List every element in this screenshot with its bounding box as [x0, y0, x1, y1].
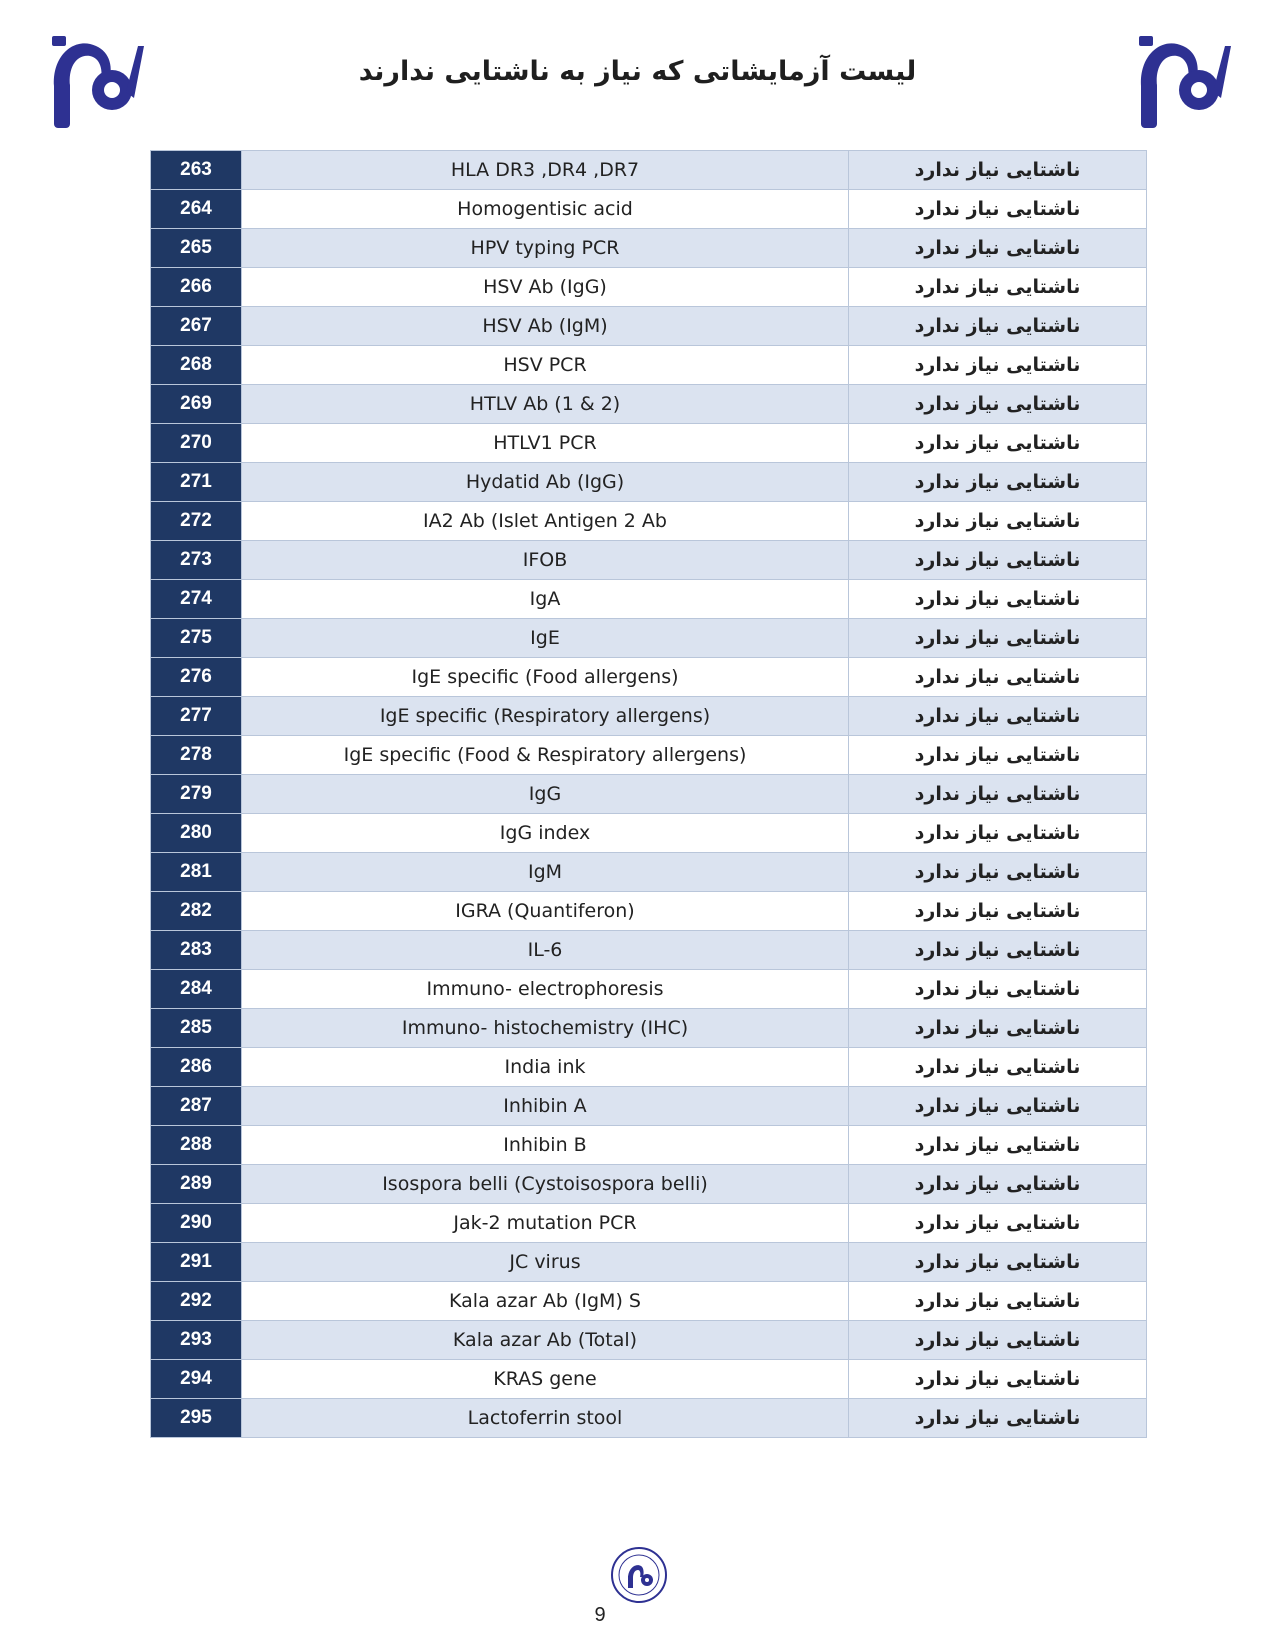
fasting-note: ناشتایی نیاز ندارد: [849, 346, 1147, 385]
fasting-note: ناشتایی نیاز ندارد: [849, 814, 1147, 853]
fasting-note: ناشتایی نیاز ندارد: [849, 1165, 1147, 1204]
fasting-note: ناشتایی نیاز ندارد: [849, 1360, 1147, 1399]
test-name: HTLV Ab (1 & 2): [242, 385, 849, 424]
page-title: لیست آزمایشاتی که نیاز به ناشتایی ندارند: [358, 56, 917, 87]
row-number: 270: [151, 424, 242, 463]
fasting-note: ناشتایی نیاز ندارد: [849, 268, 1147, 307]
test-name: IgE specific (Food allergens): [242, 658, 849, 697]
test-name: Isospora belli (Cystoisospora belli): [242, 1165, 849, 1204]
page-number: 9: [594, 1604, 606, 1626]
row-number: 295: [151, 1399, 242, 1438]
fasting-note: ناشتایی نیاز ندارد: [849, 736, 1147, 775]
fasting-note: ناشتایی نیاز ندارد: [849, 229, 1147, 268]
row-number: 290: [151, 1204, 242, 1243]
table-row: [151, 970, 1147, 1009]
test-name: HLA DR3 ,DR4 ,DR7: [242, 151, 849, 190]
fasting-note: ناشتایی نیاز ندارد: [849, 1126, 1147, 1165]
table-row: [151, 190, 1147, 229]
fasting-note: ناشتایی نیاز ندارد: [849, 463, 1147, 502]
test-name: IgE specific (Respiratory allergens): [242, 697, 849, 736]
fasting-note: ناشتایی نیاز ندارد: [849, 151, 1147, 190]
fasting-note: ناشتایی نیاز ندارد: [849, 307, 1147, 346]
row-number: 293: [151, 1321, 242, 1360]
test-name: IgE: [242, 619, 849, 658]
row-number: 273: [151, 541, 242, 580]
row-number: 279: [151, 775, 242, 814]
test-name: IgG index: [242, 814, 849, 853]
test-name: Kala azar Ab (Total): [242, 1321, 849, 1360]
row-number: 277: [151, 697, 242, 736]
table-row: [151, 346, 1147, 385]
test-name: Inhibin B: [242, 1126, 849, 1165]
fasting-note: ناشتایی نیاز ندارد: [849, 1009, 1147, 1048]
table-row: [151, 1360, 1147, 1399]
fasting-note: ناشتایی نیاز ندارد: [849, 424, 1147, 463]
table-row: [151, 1399, 1147, 1438]
fasting-note: ناشتایی نیاز ندارد: [849, 697, 1147, 736]
table-row: [151, 892, 1147, 931]
table-row: [151, 658, 1147, 697]
test-name: HSV PCR: [242, 346, 849, 385]
table-row: [151, 1282, 1147, 1321]
table-row: [151, 619, 1147, 658]
test-name: KRAS gene: [242, 1360, 849, 1399]
test-name: Jak-2 mutation PCR: [242, 1204, 849, 1243]
table-row: [151, 151, 1147, 190]
test-name: Immuno- histochemistry (IHC): [242, 1009, 849, 1048]
fasting-note: ناشتایی نیاز ندارد: [849, 385, 1147, 424]
table-row: [151, 1087, 1147, 1126]
table-row: [151, 1009, 1147, 1048]
table-row: [151, 1321, 1147, 1360]
row-number: 294: [151, 1360, 242, 1399]
table-row: [151, 775, 1147, 814]
test-name: IgG: [242, 775, 849, 814]
row-number: 289: [151, 1165, 242, 1204]
table-row: [151, 814, 1147, 853]
row-number: 271: [151, 463, 242, 502]
row-number: 283: [151, 931, 242, 970]
test-name: Kala azar Ab (IgM) S: [242, 1282, 849, 1321]
row-number: 275: [151, 619, 242, 658]
table-row: [151, 853, 1147, 892]
row-number: 276: [151, 658, 242, 697]
test-name: HSV Ab (IgG): [242, 268, 849, 307]
row-number: 285: [151, 1009, 242, 1048]
fasting-note: ناشتایی نیاز ندارد: [849, 1087, 1147, 1126]
fasting-note: ناشتایی نیاز ندارد: [849, 892, 1147, 931]
row-number: 281: [151, 853, 242, 892]
row-number: 284: [151, 970, 242, 1009]
row-number: 272: [151, 502, 242, 541]
test-name: IFOB: [242, 541, 849, 580]
test-name: HSV Ab (IgM): [242, 307, 849, 346]
table-row: [151, 502, 1147, 541]
table-row: [151, 385, 1147, 424]
test-name: Homogentisic acid: [242, 190, 849, 229]
test-name: IL-6: [242, 931, 849, 970]
fasting-note: ناشتایی نیاز ندارد: [849, 580, 1147, 619]
row-number: 280: [151, 814, 242, 853]
table-row: [151, 1243, 1147, 1282]
row-number: 263: [151, 151, 242, 190]
table-row: [151, 424, 1147, 463]
tests-table: [150, 150, 1147, 1438]
test-name: IA2 Ab (Islet Antigen 2 Ab: [242, 502, 849, 541]
test-name: JC virus: [242, 1243, 849, 1282]
fasting-note: ناشتایی نیاز ندارد: [849, 1048, 1147, 1087]
test-name: HTLV1 PCR: [242, 424, 849, 463]
row-number: 265: [151, 229, 242, 268]
fasting-note: ناشتایی نیاز ندارد: [849, 541, 1147, 580]
table-row: [151, 1204, 1147, 1243]
test-name: Hydatid Ab (IgG): [242, 463, 849, 502]
table-row: [151, 307, 1147, 346]
test-name: Lactoferrin stool: [242, 1399, 849, 1438]
row-number: 264: [151, 190, 242, 229]
fasting-note: ناشتایی نیاز ندارد: [849, 1321, 1147, 1360]
row-number: 266: [151, 268, 242, 307]
row-number: 282: [151, 892, 242, 931]
fasting-note: ناشتایی نیاز ندارد: [849, 970, 1147, 1009]
fasting-note: ناشتایی نیاز ندارد: [849, 775, 1147, 814]
seal-logo-icon: [610, 1546, 668, 1604]
row-number: 269: [151, 385, 242, 424]
table-row: [151, 541, 1147, 580]
row-number: 268: [151, 346, 242, 385]
table-row: [151, 268, 1147, 307]
row-number: 278: [151, 736, 242, 775]
table-row: [151, 1048, 1147, 1087]
test-name: IgA: [242, 580, 849, 619]
test-name: India ink: [242, 1048, 849, 1087]
row-number: 288: [151, 1126, 242, 1165]
fasting-note: ناشتایی نیاز ندارد: [849, 1282, 1147, 1321]
table-row: [151, 697, 1147, 736]
table-row: [151, 229, 1147, 268]
row-number: 286: [151, 1048, 242, 1087]
fasting-note: ناشتایی نیاز ندارد: [849, 853, 1147, 892]
test-name: IgE specific (Food & Respiratory allergens): [242, 736, 849, 775]
table-row: [151, 1126, 1147, 1165]
fasting-note: ناشتایی نیاز ندارد: [849, 931, 1147, 970]
table-row: [151, 463, 1147, 502]
row-number: 292: [151, 1282, 242, 1321]
test-name: HPV typing PCR: [242, 229, 849, 268]
fasting-note: ناشتایی نیاز ندارد: [849, 658, 1147, 697]
test-name: Inhibin A: [242, 1087, 849, 1126]
test-name: IGRA (Quantiferon): [242, 892, 849, 931]
fasting-note: ناشتایی نیاز ندارد: [849, 190, 1147, 229]
fasting-note: ناشتایی نیاز ندارد: [849, 1399, 1147, 1438]
table-row: [151, 736, 1147, 775]
row-number: 291: [151, 1243, 242, 1282]
row-number: 287: [151, 1087, 242, 1126]
table-row: [151, 580, 1147, 619]
fasting-note: ناشتایی نیاز ندارد: [849, 619, 1147, 658]
table-row: [151, 931, 1147, 970]
fasting-note: ناشتایی نیاز ندارد: [849, 502, 1147, 541]
table-row: [151, 1165, 1147, 1204]
row-number: 267: [151, 307, 242, 346]
test-name: Immuno- electrophoresis: [242, 970, 849, 1009]
fasting-note: ناشتایی نیاز ندارد: [849, 1204, 1147, 1243]
fasting-note: ناشتایی نیاز ندارد: [849, 1243, 1147, 1282]
row-number: 274: [151, 580, 242, 619]
test-name: IgM: [242, 853, 849, 892]
